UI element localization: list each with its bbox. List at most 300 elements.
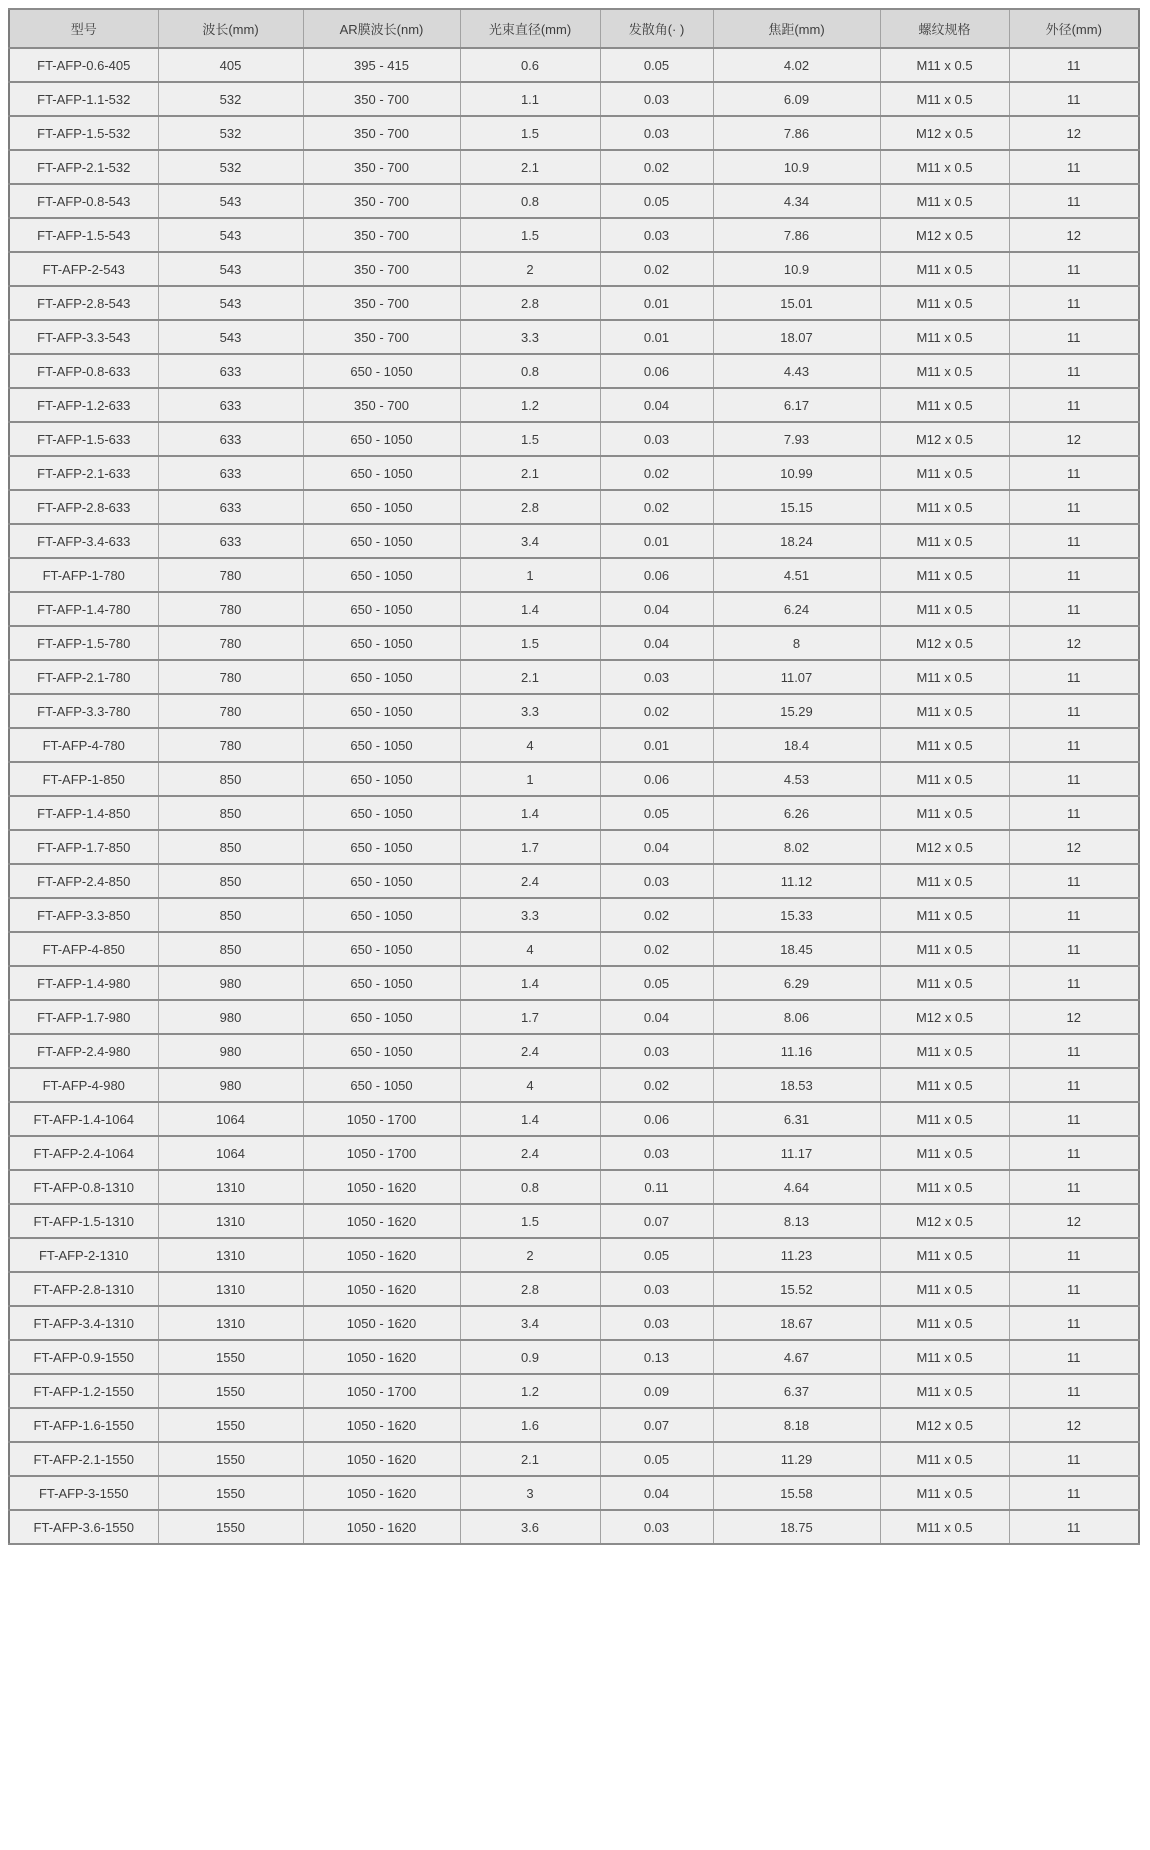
cell-outer-diameter: 11 — [1009, 660, 1139, 694]
cell-beam-diameter: 0.8 — [460, 1170, 600, 1204]
cell-beam-diameter: 1.5 — [460, 1204, 600, 1238]
cell-divergence-angle: 0.06 — [600, 354, 713, 388]
cell-focal-length: 15.33 — [713, 898, 880, 932]
cell-focal-length: 8 — [713, 626, 880, 660]
cell-divergence-angle: 0.03 — [600, 1034, 713, 1068]
cell-model: FT-AFP-1.1-532 — [9, 82, 158, 116]
cell-thread-spec: M11 x 0.5 — [880, 388, 1009, 422]
table-row — [9, 1340, 1139, 1374]
cell-thread-spec: M11 x 0.5 — [880, 932, 1009, 966]
cell-divergence-angle: 0.01 — [600, 286, 713, 320]
cell-wavelength: 543 — [158, 286, 303, 320]
product-spec-table — [8, 8, 1140, 1545]
table-row — [9, 184, 1139, 218]
cell-thread-spec: M12 x 0.5 — [880, 626, 1009, 660]
cell-focal-length: 18.67 — [713, 1306, 880, 1340]
table-row — [9, 728, 1139, 762]
cell-focal-length: 11.12 — [713, 864, 880, 898]
cell-model: FT-AFP-1.6-1550 — [9, 1408, 158, 1442]
cell-model: FT-AFP-3-1550 — [9, 1476, 158, 1510]
cell-model: FT-AFP-2.1-780 — [9, 660, 158, 694]
cell-focal-length: 4.02 — [713, 48, 880, 82]
cell-ar-coating-range: 650 - 1050 — [303, 354, 460, 388]
cell-wavelength: 850 — [158, 796, 303, 830]
cell-beam-diameter: 1.5 — [460, 116, 600, 150]
cell-thread-spec: M11 x 0.5 — [880, 1068, 1009, 1102]
cell-divergence-angle: 0.02 — [600, 252, 713, 286]
cell-model: FT-AFP-3.6-1550 — [9, 1510, 158, 1544]
cell-model: FT-AFP-2.1-633 — [9, 456, 158, 490]
table-row — [9, 1000, 1139, 1034]
cell-ar-coating-range: 1050 - 1620 — [303, 1306, 460, 1340]
table-row — [9, 966, 1139, 1000]
cell-focal-length: 11.23 — [713, 1238, 880, 1272]
cell-model: FT-AFP-2.1-532 — [9, 150, 158, 184]
cell-focal-length: 4.53 — [713, 762, 880, 796]
cell-wavelength: 1064 — [158, 1102, 303, 1136]
cell-focal-length: 15.29 — [713, 694, 880, 728]
cell-divergence-angle: 0.02 — [600, 150, 713, 184]
cell-divergence-angle: 0.07 — [600, 1408, 713, 1442]
cell-thread-spec: M11 x 0.5 — [880, 286, 1009, 320]
table-row — [9, 830, 1139, 864]
table-row — [9, 1238, 1139, 1272]
cell-outer-diameter: 11 — [1009, 490, 1139, 524]
cell-thread-spec: M12 x 0.5 — [880, 1000, 1009, 1034]
cell-outer-diameter: 11 — [1009, 456, 1139, 490]
cell-beam-diameter: 2.1 — [460, 1442, 600, 1476]
cell-ar-coating-range: 350 - 700 — [303, 320, 460, 354]
cell-model: FT-AFP-3.3-780 — [9, 694, 158, 728]
cell-focal-length: 4.43 — [713, 354, 880, 388]
cell-outer-diameter: 12 — [1009, 1408, 1139, 1442]
cell-wavelength: 980 — [158, 966, 303, 1000]
cell-divergence-angle: 0.02 — [600, 1068, 713, 1102]
cell-beam-diameter: 0.6 — [460, 48, 600, 82]
cell-wavelength: 405 — [158, 48, 303, 82]
cell-beam-diameter: 3.4 — [460, 524, 600, 558]
cell-outer-diameter: 11 — [1009, 252, 1139, 286]
cell-outer-diameter: 11 — [1009, 1306, 1139, 1340]
cell-divergence-angle: 0.06 — [600, 1102, 713, 1136]
table-row — [9, 1102, 1139, 1136]
cell-beam-diameter: 2.4 — [460, 864, 600, 898]
cell-ar-coating-range: 650 - 1050 — [303, 524, 460, 558]
cell-outer-diameter: 11 — [1009, 1068, 1139, 1102]
cell-beam-diameter: 0.8 — [460, 184, 600, 218]
cell-divergence-angle: 0.05 — [600, 184, 713, 218]
table-row — [9, 218, 1139, 252]
cell-thread-spec: M12 x 0.5 — [880, 1204, 1009, 1238]
cell-wavelength: 980 — [158, 1068, 303, 1102]
cell-ar-coating-range: 650 - 1050 — [303, 796, 460, 830]
cell-wavelength: 543 — [158, 218, 303, 252]
cell-divergence-angle: 0.13 — [600, 1340, 713, 1374]
cell-wavelength: 1310 — [158, 1306, 303, 1340]
cell-wavelength: 980 — [158, 1034, 303, 1068]
cell-divergence-angle: 0.09 — [600, 1374, 713, 1408]
cell-outer-diameter: 11 — [1009, 558, 1139, 592]
cell-ar-coating-range: 650 - 1050 — [303, 456, 460, 490]
cell-thread-spec: M11 x 0.5 — [880, 82, 1009, 116]
cell-model: FT-AFP-4-780 — [9, 728, 158, 762]
cell-outer-diameter: 11 — [1009, 966, 1139, 1000]
cell-wavelength: 1064 — [158, 1136, 303, 1170]
cell-thread-spec: M11 x 0.5 — [880, 1034, 1009, 1068]
cell-ar-coating-range: 650 - 1050 — [303, 932, 460, 966]
table-row — [9, 1510, 1139, 1544]
table-row — [9, 1272, 1139, 1306]
cell-divergence-angle: 0.04 — [600, 592, 713, 626]
cell-wavelength: 780 — [158, 558, 303, 592]
table-row — [9, 1034, 1139, 1068]
cell-wavelength: 850 — [158, 762, 303, 796]
cell-ar-coating-range: 650 - 1050 — [303, 864, 460, 898]
cell-divergence-angle: 0.03 — [600, 660, 713, 694]
cell-thread-spec: M11 x 0.5 — [880, 1374, 1009, 1408]
table-row — [9, 660, 1139, 694]
cell-beam-diameter: 1 — [460, 762, 600, 796]
cell-beam-diameter: 0.9 — [460, 1340, 600, 1374]
cell-thread-spec: M12 x 0.5 — [880, 218, 1009, 252]
cell-beam-diameter: 2.1 — [460, 660, 600, 694]
table-row — [9, 1136, 1139, 1170]
cell-model: FT-AFP-4-980 — [9, 1068, 158, 1102]
cell-thread-spec: M11 x 0.5 — [880, 1272, 1009, 1306]
cell-focal-length: 4.51 — [713, 558, 880, 592]
table-row — [9, 422, 1139, 456]
cell-ar-coating-range: 350 - 700 — [303, 388, 460, 422]
cell-model: FT-AFP-0.6-405 — [9, 48, 158, 82]
cell-outer-diameter: 11 — [1009, 796, 1139, 830]
cell-model: FT-AFP-1.4-850 — [9, 796, 158, 830]
cell-model: FT-AFP-2.8-633 — [9, 490, 158, 524]
cell-model: FT-AFP-1.4-1064 — [9, 1102, 158, 1136]
cell-thread-spec: M11 x 0.5 — [880, 864, 1009, 898]
table-row — [9, 1408, 1139, 1442]
cell-beam-diameter: 1.2 — [460, 388, 600, 422]
cell-ar-coating-range: 1050 - 1700 — [303, 1136, 460, 1170]
cell-divergence-angle: 0.05 — [600, 966, 713, 1000]
cell-ar-coating-range: 650 - 1050 — [303, 1068, 460, 1102]
cell-divergence-angle: 0.03 — [600, 1136, 713, 1170]
cell-wavelength: 1550 — [158, 1408, 303, 1442]
cell-focal-length: 18.4 — [713, 728, 880, 762]
cell-wavelength: 1550 — [158, 1510, 303, 1544]
cell-outer-diameter: 11 — [1009, 388, 1139, 422]
cell-ar-coating-range: 650 - 1050 — [303, 898, 460, 932]
cell-divergence-angle: 0.05 — [600, 1442, 713, 1476]
cell-ar-coating-range: 650 - 1050 — [303, 694, 460, 728]
cell-focal-length: 6.09 — [713, 82, 880, 116]
cell-ar-coating-range: 650 - 1050 — [303, 592, 460, 626]
cell-ar-coating-range: 650 - 1050 — [303, 830, 460, 864]
cell-outer-diameter: 12 — [1009, 1204, 1139, 1238]
cell-focal-length: 10.9 — [713, 150, 880, 184]
cell-wavelength: 1550 — [158, 1340, 303, 1374]
cell-wavelength: 850 — [158, 898, 303, 932]
cell-beam-diameter: 4 — [460, 932, 600, 966]
table-row — [9, 116, 1139, 150]
table-row — [9, 82, 1139, 116]
cell-focal-length: 18.45 — [713, 932, 880, 966]
cell-thread-spec: M11 x 0.5 — [880, 184, 1009, 218]
table-row — [9, 252, 1139, 286]
cell-focal-length: 6.37 — [713, 1374, 880, 1408]
cell-divergence-angle: 0.06 — [600, 558, 713, 592]
cell-outer-diameter: 12 — [1009, 830, 1139, 864]
cell-outer-diameter: 11 — [1009, 1136, 1139, 1170]
cell-outer-diameter: 11 — [1009, 150, 1139, 184]
cell-beam-diameter: 2.8 — [460, 1272, 600, 1306]
cell-model: FT-AFP-1.5-543 — [9, 218, 158, 252]
cell-model: FT-AFP-3.4-633 — [9, 524, 158, 558]
table-row — [9, 354, 1139, 388]
cell-divergence-angle: 0.04 — [600, 1000, 713, 1034]
cell-beam-diameter: 3.3 — [460, 320, 600, 354]
cell-outer-diameter: 11 — [1009, 1102, 1139, 1136]
cell-outer-diameter: 11 — [1009, 1340, 1139, 1374]
cell-model: FT-AFP-1-780 — [9, 558, 158, 592]
cell-focal-length: 6.24 — [713, 592, 880, 626]
table-body — [9, 48, 1139, 1544]
cell-thread-spec: M12 x 0.5 — [880, 116, 1009, 150]
cell-ar-coating-range: 350 - 700 — [303, 184, 460, 218]
cell-ar-coating-range: 1050 - 1620 — [303, 1204, 460, 1238]
cell-thread-spec: M11 x 0.5 — [880, 456, 1009, 490]
cell-thread-spec: M11 x 0.5 — [880, 1340, 1009, 1374]
cell-model: FT-AFP-2.1-1550 — [9, 1442, 158, 1476]
cell-ar-coating-range: 1050 - 1620 — [303, 1238, 460, 1272]
cell-focal-length: 15.15 — [713, 490, 880, 524]
cell-divergence-angle: 0.05 — [600, 1238, 713, 1272]
cell-divergence-angle: 0.02 — [600, 490, 713, 524]
cell-wavelength: 780 — [158, 660, 303, 694]
table-row — [9, 320, 1139, 354]
table-row — [9, 1306, 1139, 1340]
cell-focal-length: 6.26 — [713, 796, 880, 830]
cell-focal-length: 10.9 — [713, 252, 880, 286]
cell-model: FT-AFP-1.7-980 — [9, 1000, 158, 1034]
cell-model: FT-AFP-1.5-780 — [9, 626, 158, 660]
cell-divergence-angle: 0.04 — [600, 830, 713, 864]
cell-focal-length: 6.29 — [713, 966, 880, 1000]
cell-beam-diameter: 1.4 — [460, 966, 600, 1000]
cell-beam-diameter: 1.7 — [460, 830, 600, 864]
cell-outer-diameter: 12 — [1009, 422, 1139, 456]
cell-beam-diameter: 1.1 — [460, 82, 600, 116]
cell-model: FT-AFP-3.3-543 — [9, 320, 158, 354]
table-row — [9, 48, 1139, 82]
cell-wavelength: 780 — [158, 728, 303, 762]
table-row — [9, 1476, 1139, 1510]
cell-model: FT-AFP-1.2-633 — [9, 388, 158, 422]
cell-wavelength: 532 — [158, 150, 303, 184]
cell-wavelength: 1310 — [158, 1238, 303, 1272]
cell-thread-spec: M11 x 0.5 — [880, 150, 1009, 184]
cell-ar-coating-range: 650 - 1050 — [303, 558, 460, 592]
cell-thread-spec: M11 x 0.5 — [880, 354, 1009, 388]
cell-outer-diameter: 11 — [1009, 932, 1139, 966]
cell-model: FT-AFP-0.8-1310 — [9, 1170, 158, 1204]
table-row — [9, 558, 1139, 592]
cell-ar-coating-range: 650 - 1050 — [303, 490, 460, 524]
cell-beam-diameter: 3.3 — [460, 898, 600, 932]
cell-model: FT-AFP-2.4-980 — [9, 1034, 158, 1068]
cell-wavelength: 532 — [158, 116, 303, 150]
cell-ar-coating-range: 350 - 700 — [303, 218, 460, 252]
cell-thread-spec: M11 x 0.5 — [880, 898, 1009, 932]
cell-wavelength: 633 — [158, 422, 303, 456]
column-header-focal-length: 焦距(mm) — [713, 9, 880, 48]
cell-divergence-angle: 0.03 — [600, 1306, 713, 1340]
cell-wavelength: 1310 — [158, 1204, 303, 1238]
cell-model: FT-AFP-2-543 — [9, 252, 158, 286]
cell-ar-coating-range: 350 - 700 — [303, 150, 460, 184]
cell-wavelength: 1550 — [158, 1442, 303, 1476]
cell-focal-length: 6.17 — [713, 388, 880, 422]
cell-divergence-angle: 0.02 — [600, 898, 713, 932]
cell-outer-diameter: 12 — [1009, 218, 1139, 252]
table-row — [9, 524, 1139, 558]
cell-outer-diameter: 11 — [1009, 1238, 1139, 1272]
table-row — [9, 796, 1139, 830]
cell-focal-length: 4.67 — [713, 1340, 880, 1374]
cell-outer-diameter: 11 — [1009, 1170, 1139, 1204]
cell-focal-length: 8.06 — [713, 1000, 880, 1034]
cell-beam-diameter: 1.5 — [460, 626, 600, 660]
cell-thread-spec: M11 x 0.5 — [880, 1238, 1009, 1272]
table-row — [9, 932, 1139, 966]
cell-thread-spec: M11 x 0.5 — [880, 252, 1009, 286]
cell-beam-diameter: 2.1 — [460, 456, 600, 490]
cell-wavelength: 780 — [158, 694, 303, 728]
cell-focal-length: 4.34 — [713, 184, 880, 218]
cell-divergence-angle: 0.01 — [600, 320, 713, 354]
table-row — [9, 1204, 1139, 1238]
cell-focal-length: 11.17 — [713, 1136, 880, 1170]
table-row — [9, 1068, 1139, 1102]
cell-ar-coating-range: 650 - 1050 — [303, 422, 460, 456]
cell-outer-diameter: 11 — [1009, 898, 1139, 932]
cell-ar-coating-range: 350 - 700 — [303, 252, 460, 286]
cell-model: FT-AFP-2.8-1310 — [9, 1272, 158, 1306]
cell-wavelength: 1310 — [158, 1272, 303, 1306]
cell-thread-spec: M12 x 0.5 — [880, 422, 1009, 456]
cell-ar-coating-range: 1050 - 1620 — [303, 1442, 460, 1476]
table-row — [9, 1170, 1139, 1204]
cell-thread-spec: M11 x 0.5 — [880, 1136, 1009, 1170]
cell-beam-diameter: 1.5 — [460, 422, 600, 456]
cell-ar-coating-range: 1050 - 1620 — [303, 1340, 460, 1374]
cell-ar-coating-range: 650 - 1050 — [303, 966, 460, 1000]
cell-wavelength: 532 — [158, 82, 303, 116]
cell-wavelength: 633 — [158, 524, 303, 558]
cell-ar-coating-range: 650 - 1050 — [303, 762, 460, 796]
table-row — [9, 388, 1139, 422]
cell-focal-length: 4.64 — [713, 1170, 880, 1204]
cell-thread-spec: M11 x 0.5 — [880, 796, 1009, 830]
cell-thread-spec: M11 x 0.5 — [880, 762, 1009, 796]
cell-divergence-angle: 0.03 — [600, 218, 713, 252]
cell-focal-length: 11.07 — [713, 660, 880, 694]
cell-divergence-angle: 0.02 — [600, 456, 713, 490]
cell-wavelength: 850 — [158, 932, 303, 966]
cell-ar-coating-range: 350 - 700 — [303, 286, 460, 320]
cell-focal-length: 18.07 — [713, 320, 880, 354]
cell-beam-diameter: 1.4 — [460, 796, 600, 830]
cell-ar-coating-range: 650 - 1050 — [303, 626, 460, 660]
cell-beam-diameter: 2.4 — [460, 1034, 600, 1068]
cell-model: FT-AFP-2-1310 — [9, 1238, 158, 1272]
cell-outer-diameter: 11 — [1009, 1374, 1139, 1408]
cell-beam-diameter: 2.8 — [460, 286, 600, 320]
cell-model: FT-AFP-2.8-543 — [9, 286, 158, 320]
cell-outer-diameter: 11 — [1009, 694, 1139, 728]
cell-model: FT-AFP-1.7-850 — [9, 830, 158, 864]
cell-focal-length: 7.86 — [713, 116, 880, 150]
cell-focal-length: 15.01 — [713, 286, 880, 320]
cell-ar-coating-range: 650 - 1050 — [303, 728, 460, 762]
cell-divergence-angle: 0.05 — [600, 48, 713, 82]
cell-beam-diameter: 1.6 — [460, 1408, 600, 1442]
cell-focal-length: 8.13 — [713, 1204, 880, 1238]
cell-divergence-angle: 0.11 — [600, 1170, 713, 1204]
cell-thread-spec: M11 x 0.5 — [880, 48, 1009, 82]
cell-thread-spec: M11 x 0.5 — [880, 524, 1009, 558]
cell-thread-spec: M11 x 0.5 — [880, 320, 1009, 354]
cell-ar-coating-range: 395 - 415 — [303, 48, 460, 82]
cell-outer-diameter: 12 — [1009, 626, 1139, 660]
cell-outer-diameter: 11 — [1009, 354, 1139, 388]
cell-beam-diameter: 2.4 — [460, 1136, 600, 1170]
cell-beam-diameter: 3.4 — [460, 1306, 600, 1340]
cell-focal-length: 11.16 — [713, 1034, 880, 1068]
cell-thread-spec: M11 x 0.5 — [880, 660, 1009, 694]
cell-outer-diameter: 11 — [1009, 524, 1139, 558]
cell-beam-diameter: 1.4 — [460, 1102, 600, 1136]
cell-model: FT-AFP-0.8-633 — [9, 354, 158, 388]
cell-outer-diameter: 11 — [1009, 1034, 1139, 1068]
cell-divergence-angle: 0.03 — [600, 116, 713, 150]
cell-outer-diameter: 11 — [1009, 320, 1139, 354]
cell-model: FT-AFP-0.9-1550 — [9, 1340, 158, 1374]
cell-wavelength: 543 — [158, 320, 303, 354]
cell-beam-diameter: 1.7 — [460, 1000, 600, 1034]
cell-wavelength: 1550 — [158, 1476, 303, 1510]
cell-model: FT-AFP-2.4-850 — [9, 864, 158, 898]
cell-beam-diameter: 3.6 — [460, 1510, 600, 1544]
table-row — [9, 1374, 1139, 1408]
cell-divergence-angle: 0.05 — [600, 796, 713, 830]
cell-divergence-angle: 0.06 — [600, 762, 713, 796]
cell-wavelength: 633 — [158, 388, 303, 422]
cell-ar-coating-range: 1050 - 1620 — [303, 1408, 460, 1442]
cell-model: FT-AFP-4-850 — [9, 932, 158, 966]
cell-ar-coating-range: 1050 - 1620 — [303, 1272, 460, 1306]
cell-beam-diameter: 4 — [460, 1068, 600, 1102]
cell-outer-diameter: 11 — [1009, 1510, 1139, 1544]
cell-focal-length: 7.93 — [713, 422, 880, 456]
cell-wavelength: 850 — [158, 864, 303, 898]
cell-ar-coating-range: 1050 - 1620 — [303, 1170, 460, 1204]
cell-beam-diameter: 0.8 — [460, 354, 600, 388]
cell-wavelength: 780 — [158, 626, 303, 660]
cell-model: FT-AFP-3.4-1310 — [9, 1306, 158, 1340]
cell-outer-diameter: 11 — [1009, 82, 1139, 116]
cell-model: FT-AFP-1.4-980 — [9, 966, 158, 1000]
header-row — [9, 9, 1139, 48]
